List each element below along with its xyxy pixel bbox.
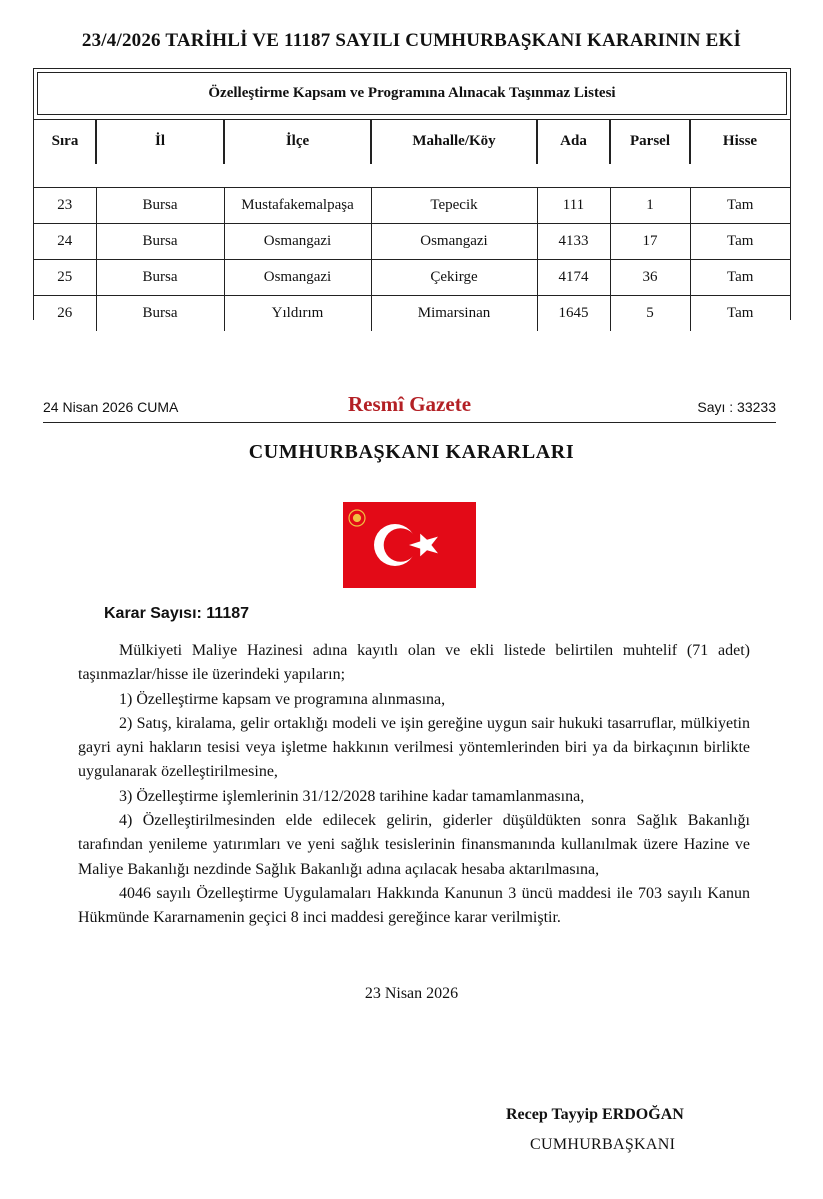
- annex-table: [34, 187, 790, 331]
- annex-table-frame: [33, 68, 791, 320]
- turkish-flag-icon: [343, 502, 476, 588]
- table-cell: Yıldırım: [224, 296, 371, 332]
- annex-table-header: [34, 119, 790, 187]
- decision-item-2: 2) Satış, kiralama, gelir ortaklığı modeli ve işin gereğine uygun sair hukuki tasarruflar, mülkiyetin gayri ayni hakların tesisi veya işletme hakkının verilmesi yöntemlerinden biri ya da birkaçının birlikte uygulanarak özelleştirilmesine,: [78, 714, 750, 781]
- table-cell: Mimarsinan: [371, 296, 537, 332]
- gazette-issue-number: Sayı : 33233: [697, 399, 776, 415]
- column-header-mahalle: Mahalle/Köy: [412, 132, 496, 149]
- table-cell: Bursa: [96, 296, 224, 332]
- table-row: [34, 224, 790, 260]
- table-cell: Tam: [690, 296, 790, 332]
- column-header-sira: Sıra: [51, 132, 79, 149]
- table-cell: Osmangazi: [371, 224, 537, 260]
- decision-body: [78, 639, 750, 931]
- table-cell: 4174: [537, 260, 610, 296]
- table-cell: 5: [610, 296, 690, 332]
- table-cell: 111: [537, 188, 610, 224]
- table-cell: Tam: [690, 224, 790, 260]
- table-cell: 24: [34, 224, 96, 260]
- column-header-ada: Ada: [560, 132, 587, 149]
- table-cell: 1645: [537, 296, 610, 332]
- table-cell: Çekirge: [371, 260, 537, 296]
- decision-item-3: 3) Özelleştirme işlemlerinin 31/12/2028 tarihine kadar tamamlanmasına,: [119, 787, 585, 805]
- annex-table-title: Özelleştirme Kapsam ve Programına Alınacak Taşınmaz Listesi: [37, 72, 787, 115]
- table-cell: 4133: [537, 224, 610, 260]
- table-cell: Bursa: [96, 188, 224, 224]
- table-cell: 17: [610, 224, 690, 260]
- signer-title: CUMHURBAŞKANI: [530, 1136, 676, 1153]
- gazette-date: 24 Nisan 2026 CUMA: [43, 399, 179, 415]
- table-cell: Mustafakemalpaşa: [224, 188, 371, 224]
- annex-heading: 23/4/2026 TARİHLİ VE 11187 SAYILI CUMHURBAŞKANI KARARININ EKİ: [81, 30, 742, 51]
- table-cell: Bursa: [96, 224, 224, 260]
- table-cell: Osmangazi: [224, 260, 371, 296]
- table-cell: 25: [34, 260, 96, 296]
- decision-legal-basis: 4046 sayılı Özelleştirme Uygulamaları Hakkında Kanunun 3 üncü maddesi ile 703 sayılı Kanun Hükmünde Kararnamenin geçici 8 inci maddesi gereğince karar verilmiştir.: [78, 884, 750, 927]
- table-cell: 1: [610, 188, 690, 224]
- column-header-ilce: İlçe: [285, 132, 310, 149]
- table-cell: 26: [34, 296, 96, 332]
- gazette-name: Resmî Gazete: [347, 392, 472, 416]
- decision-item-1: 1) Özelleştirme kapsam ve programına alınmasına,: [119, 690, 446, 708]
- column-header-hisse: Hisse: [722, 132, 758, 149]
- gazette-header: [43, 390, 776, 423]
- table-cell: Tepecik: [371, 188, 537, 224]
- table-cell: Tam: [690, 260, 790, 296]
- decision-date: 23 Nisan 2026: [364, 985, 459, 1002]
- column-header-parsel: Parsel: [630, 132, 670, 149]
- table-row: [34, 188, 790, 224]
- table-cell: 36: [610, 260, 690, 296]
- signer-name: Recep Tayyip ERDOĞAN: [506, 1106, 684, 1123]
- table-row: [34, 260, 790, 296]
- decision-item-4: 4) Özelleştirilmesinden elde edilecek gelirin, giderler düşüldükten sonra Sağlık Bakanlığı tarafından yenileme yatırımları ve yeni sağlık tesislerinin finansmanında kullanılmak üzere Hazine ve Maliye Bakanlığı nezdinde Sağlık Bakanlığı adına açılacak hesaba aktarılmasına,: [78, 812, 750, 878]
- table-cell: Bursa: [96, 260, 224, 296]
- table-cell: 23: [34, 188, 96, 224]
- table-row: [34, 296, 790, 332]
- decision-number: Karar Sayısı: 11187: [104, 605, 250, 622]
- table-cell: Tam: [690, 188, 790, 224]
- section-title: CUMHURBAŞKANI KARARLARI: [248, 441, 575, 463]
- decision-intro: Mülkiyeti Maliye Hazinesi adına kayıtlı olan ve ekli listede belirtilen muhtelif (71 adet) taşınmazlar/hisse ile üzerindeki yapıların;: [78, 642, 750, 684]
- column-header-il: İl: [154, 132, 165, 149]
- table-cell: Osmangazi: [224, 224, 371, 260]
